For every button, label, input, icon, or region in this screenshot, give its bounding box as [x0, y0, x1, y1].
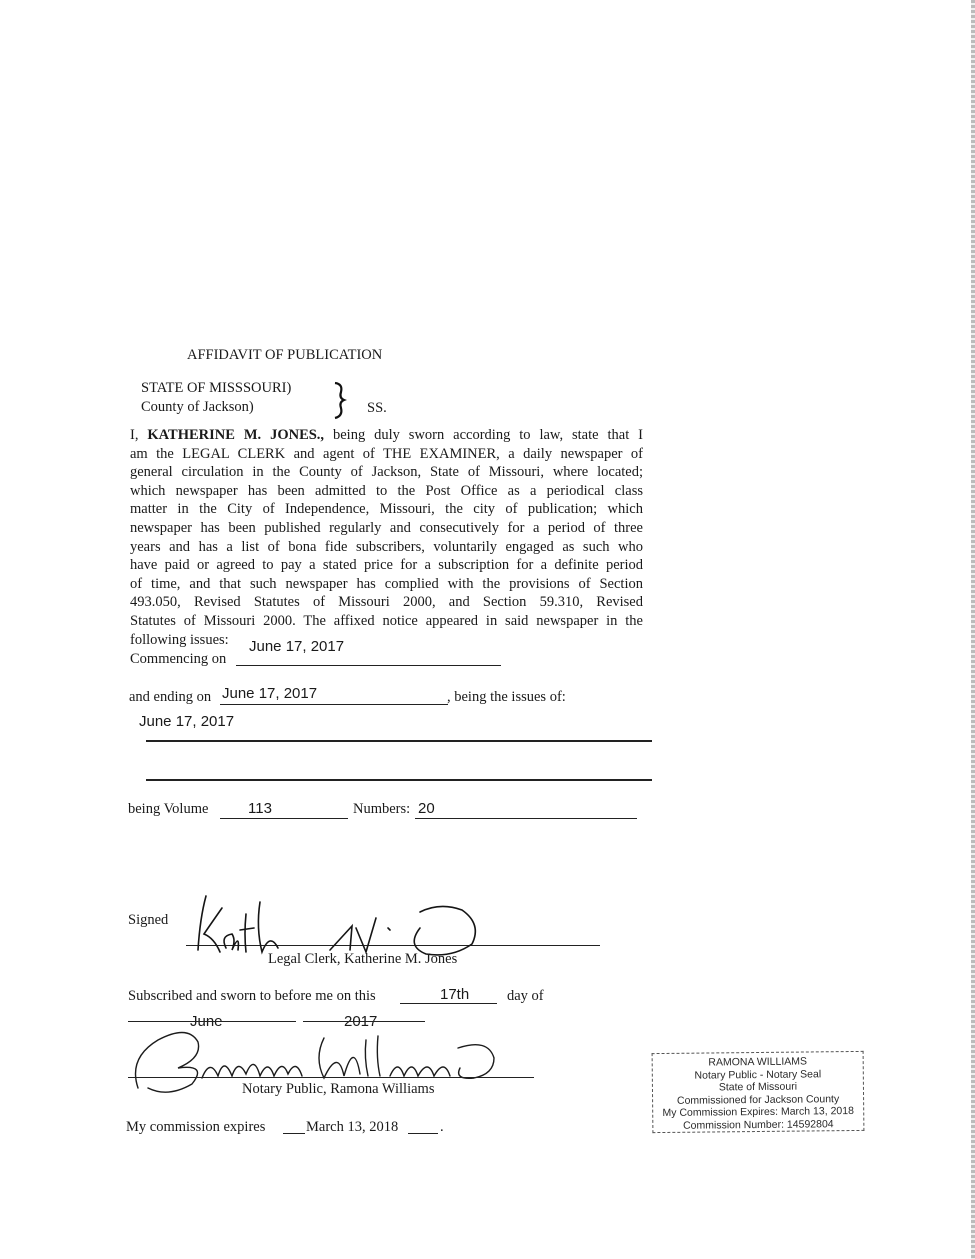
affidavit-body — [130, 426, 643, 631]
body-line-7: years and has a list of bona fide subscribers, voluntarily engaged as such who — [130, 538, 643, 555]
body-line-9: of time, and that such newspaper has complied with the provisions of Section — [130, 575, 643, 592]
commission-label: My commission expires — [126, 1119, 266, 1135]
venue-county: County of Jackson) — [141, 399, 254, 415]
volume-label: being Volume — [128, 801, 209, 817]
body-line-10: 493.050, Revised Statutes of Missouri 2000, and Section 59.310, Revised — [130, 594, 643, 611]
commencing-label: Commencing on — [130, 651, 227, 667]
venue-ss: SS. — [367, 400, 387, 416]
day-of-label: day of — [507, 988, 544, 1004]
notary-seal-stamp — [652, 1051, 865, 1133]
volume-value: 113 — [248, 800, 272, 817]
issues-line-2 — [146, 779, 652, 781]
body-line-4: which newspaper has been admitted to the Post Office as a periodical class — [130, 482, 643, 499]
notary-caption: Notary Public, Ramona Williams — [242, 1081, 435, 1097]
commission-period: . — [440, 1119, 444, 1135]
stamp-line: My Commission Expires: March 13, 2018 — [662, 1105, 854, 1120]
stamp-line: RAMONA WILLIAMS — [708, 1055, 808, 1069]
issues-line-1 — [146, 740, 652, 742]
body-line-5: matter in the City of Independence, Missouri, the city of publication; which — [130, 501, 643, 518]
oath-day-underline — [400, 1003, 497, 1004]
body-line-6: newspaper has been published regularly and consecutively for a period of three — [130, 519, 643, 536]
body-line-8: have paid or agreed to pay a stated price for a subscription for a definite period — [130, 557, 643, 574]
issues-date: June 17, 2017 — [139, 713, 235, 730]
stamp-line: Commissioned for Jackson County — [676, 1092, 840, 1107]
commission-date: March 13, 2018 — [306, 1119, 399, 1135]
issues-of-label: , being the issues of: — [447, 689, 566, 705]
clerk-caption: Legal Clerk, Katherine M. Jones — [268, 951, 458, 967]
notary-line — [128, 1077, 534, 1078]
commencing-underline — [236, 665, 501, 666]
scan-edge — [971, 0, 975, 1259]
ending-underline — [220, 704, 448, 705]
numbers-label: Numbers: — [353, 801, 411, 817]
oath-year: 2017 — [344, 1013, 378, 1030]
venue-state: STATE OF MISSSOURI) — [141, 380, 292, 396]
commission-lead-underline — [283, 1133, 305, 1134]
ending-date: June 17, 2017 — [222, 685, 318, 702]
ending-label: and ending on — [129, 689, 212, 705]
body-line-11: Statutes of Missouri 2000. The affixed notice appeared in said newspaper in the — [130, 612, 643, 629]
numbers-value: 20 — [418, 800, 435, 817]
following-issues-label: following issues: — [130, 632, 229, 648]
commencing-date: June 17, 2017 — [249, 638, 345, 655]
signed-label: Signed — [128, 912, 169, 928]
volume-underline — [220, 818, 348, 819]
subscribed-label: Subscribed and sworn to before me on this — [128, 988, 376, 1004]
body-line-2: am the LEGAL CLERK and agent of THE EXAMINER, a daily newspaper of — [130, 445, 643, 462]
stamp-line: State of Missouri — [718, 1080, 798, 1094]
stamp-line: Commission Number: 14592804 — [682, 1118, 834, 1132]
stamp-line: Notary Public - Notary Seal — [694, 1067, 822, 1082]
document-title: AFFIDAVIT OF PUBLICATION — [187, 347, 383, 363]
body-line-1: I, KATHERINE M. JONES., being duly sworn according to law, state that I — [130, 427, 643, 443]
commission-trail-underline — [408, 1133, 438, 1134]
venue-brace — [330, 380, 348, 425]
numbers-underline — [415, 818, 637, 819]
body-line-3: general circulation in the County of Jackson, State of Missouri, where located; — [130, 464, 643, 481]
oath-month: June — [190, 1013, 223, 1030]
oath-day: 17th — [440, 986, 470, 1003]
